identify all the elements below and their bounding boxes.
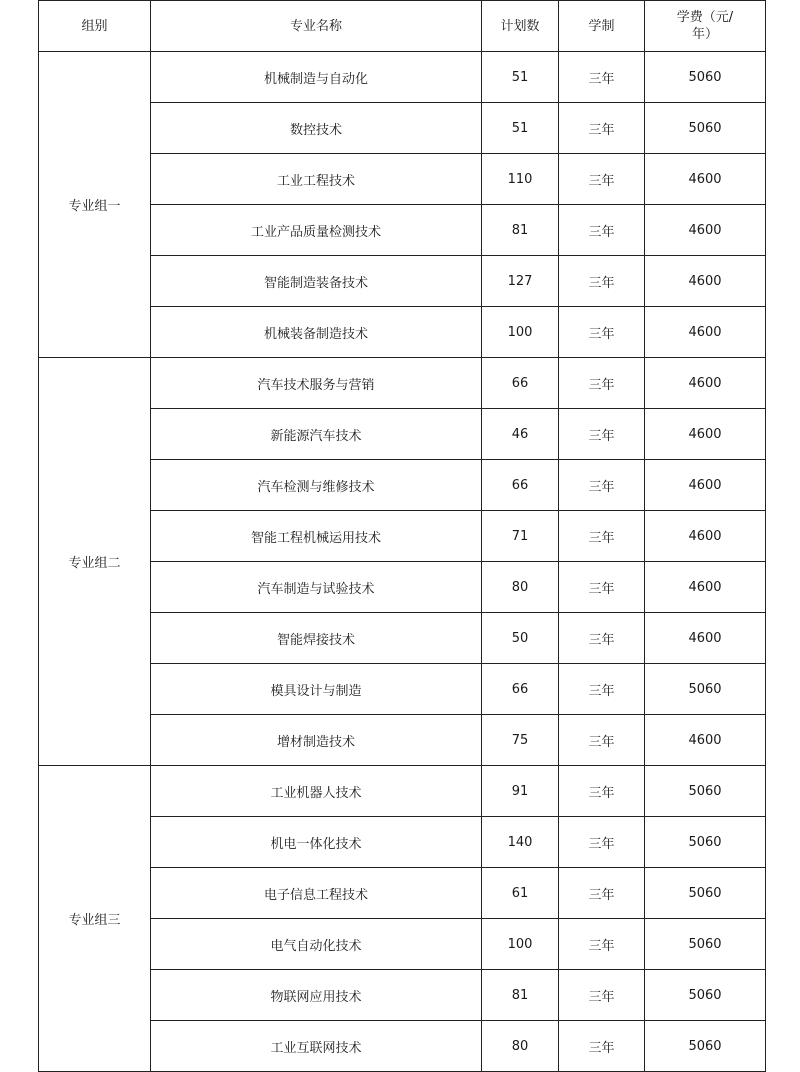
tuition-cell: 4600 xyxy=(645,256,766,307)
tuition-cell: 5060 xyxy=(645,52,766,103)
tuition-cell: 4600 xyxy=(645,613,766,664)
tuition-cell: 4600 xyxy=(645,460,766,511)
tuition-cell: 4600 xyxy=(645,205,766,256)
header-major: 专业名称 xyxy=(151,1,482,52)
major-cell: 汽车技术服务与营销 xyxy=(151,358,482,409)
major-cell: 物联网应用技术 xyxy=(151,970,482,1021)
major-cell: 工业工程技术 xyxy=(151,154,482,205)
plan-cell: 140 xyxy=(482,817,559,868)
duration-cell: 三年 xyxy=(559,409,645,460)
header-duration: 学制 xyxy=(559,1,645,52)
duration-cell: 三年 xyxy=(559,460,645,511)
duration-cell: 三年 xyxy=(559,562,645,613)
major-cell: 智能制造装备技术 xyxy=(151,256,482,307)
table-row xyxy=(39,766,766,817)
major-cell: 机械装备制造技术 xyxy=(151,307,482,358)
major-cell: 智能焊接技术 xyxy=(151,613,482,664)
duration-cell: 三年 xyxy=(559,52,645,103)
duration-cell: 三年 xyxy=(559,154,645,205)
plan-cell: 100 xyxy=(482,919,559,970)
plan-cell: 51 xyxy=(482,52,559,103)
major-cell: 汽车检测与维修技术 xyxy=(151,460,482,511)
tuition-cell: 4600 xyxy=(645,409,766,460)
duration-cell: 三年 xyxy=(559,358,645,409)
duration-cell: 三年 xyxy=(559,256,645,307)
duration-cell: 三年 xyxy=(559,970,645,1021)
header-tuition xyxy=(645,1,766,52)
plan-cell: 71 xyxy=(482,511,559,562)
plan-cell: 51 xyxy=(482,103,559,154)
tuition-cell: 5060 xyxy=(645,919,766,970)
major-cell: 工业产品质量检测技术 xyxy=(151,205,482,256)
duration-cell: 三年 xyxy=(559,205,645,256)
header-plan: 计划数 xyxy=(482,1,559,52)
tuition-cell: 5060 xyxy=(645,103,766,154)
header-row xyxy=(39,1,766,52)
plan-cell: 91 xyxy=(482,766,559,817)
duration-cell: 三年 xyxy=(559,613,645,664)
table-row xyxy=(39,52,766,103)
header-group: 组别 xyxy=(39,1,151,52)
major-cell: 工业互联网技术 xyxy=(151,1021,482,1072)
major-cell: 数控技术 xyxy=(151,103,482,154)
plan-cell: 110 xyxy=(482,154,559,205)
plan-cell: 46 xyxy=(482,409,559,460)
tuition-cell: 4600 xyxy=(645,307,766,358)
major-cell: 模具设计与制造 xyxy=(151,664,482,715)
major-cell: 工业机器人技术 xyxy=(151,766,482,817)
major-cell: 机械制造与自动化 xyxy=(151,52,482,103)
plan-cell: 127 xyxy=(482,256,559,307)
plan-cell: 80 xyxy=(482,562,559,613)
tuition-cell: 4600 xyxy=(645,511,766,562)
tuition-cell: 4600 xyxy=(645,562,766,613)
duration-cell: 三年 xyxy=(559,511,645,562)
tuition-cell: 5060 xyxy=(645,970,766,1021)
tuition-cell: 5060 xyxy=(645,817,766,868)
enrollment-table xyxy=(38,0,766,1072)
major-cell: 机电一体化技术 xyxy=(151,817,482,868)
plan-cell: 66 xyxy=(482,358,559,409)
tuition-cell: 4600 xyxy=(645,358,766,409)
duration-cell: 三年 xyxy=(559,307,645,358)
duration-cell: 三年 xyxy=(559,868,645,919)
major-cell: 增材制造技术 xyxy=(151,715,482,766)
major-cell: 汽车制造与试验技术 xyxy=(151,562,482,613)
tuition-cell: 5060 xyxy=(645,868,766,919)
plan-cell: 100 xyxy=(482,307,559,358)
plan-cell: 66 xyxy=(482,664,559,715)
group-name-cell: 专业组一 xyxy=(39,52,151,358)
duration-cell: 三年 xyxy=(559,664,645,715)
header-tuition-line1: 学费（元/ xyxy=(676,10,734,25)
table-row xyxy=(39,358,766,409)
tuition-cell: 4600 xyxy=(645,154,766,205)
group-name-cell: 专业组二 xyxy=(39,358,151,766)
plan-cell: 75 xyxy=(482,715,559,766)
plan-cell: 50 xyxy=(482,613,559,664)
duration-cell: 三年 xyxy=(559,766,645,817)
duration-cell: 三年 xyxy=(559,715,645,766)
tuition-cell: 5060 xyxy=(645,766,766,817)
major-cell: 电气自动化技术 xyxy=(151,919,482,970)
plan-cell: 81 xyxy=(482,970,559,1021)
tuition-cell: 5060 xyxy=(645,1021,766,1072)
major-cell: 新能源汽车技术 xyxy=(151,409,482,460)
plan-cell: 80 xyxy=(482,1021,559,1072)
plan-cell: 61 xyxy=(482,868,559,919)
major-cell: 智能工程机械运用技术 xyxy=(151,511,482,562)
plan-cell: 81 xyxy=(482,205,559,256)
plan-cell: 66 xyxy=(482,460,559,511)
major-cell: 电子信息工程技术 xyxy=(151,868,482,919)
tuition-cell: 4600 xyxy=(645,715,766,766)
duration-cell: 三年 xyxy=(559,103,645,154)
duration-cell: 三年 xyxy=(559,1021,645,1072)
duration-cell: 三年 xyxy=(559,817,645,868)
group-name-cell: 专业组三 xyxy=(39,766,151,1072)
tuition-cell: 5060 xyxy=(645,664,766,715)
duration-cell: 三年 xyxy=(559,919,645,970)
header-tuition-line2: 年） xyxy=(691,27,718,42)
